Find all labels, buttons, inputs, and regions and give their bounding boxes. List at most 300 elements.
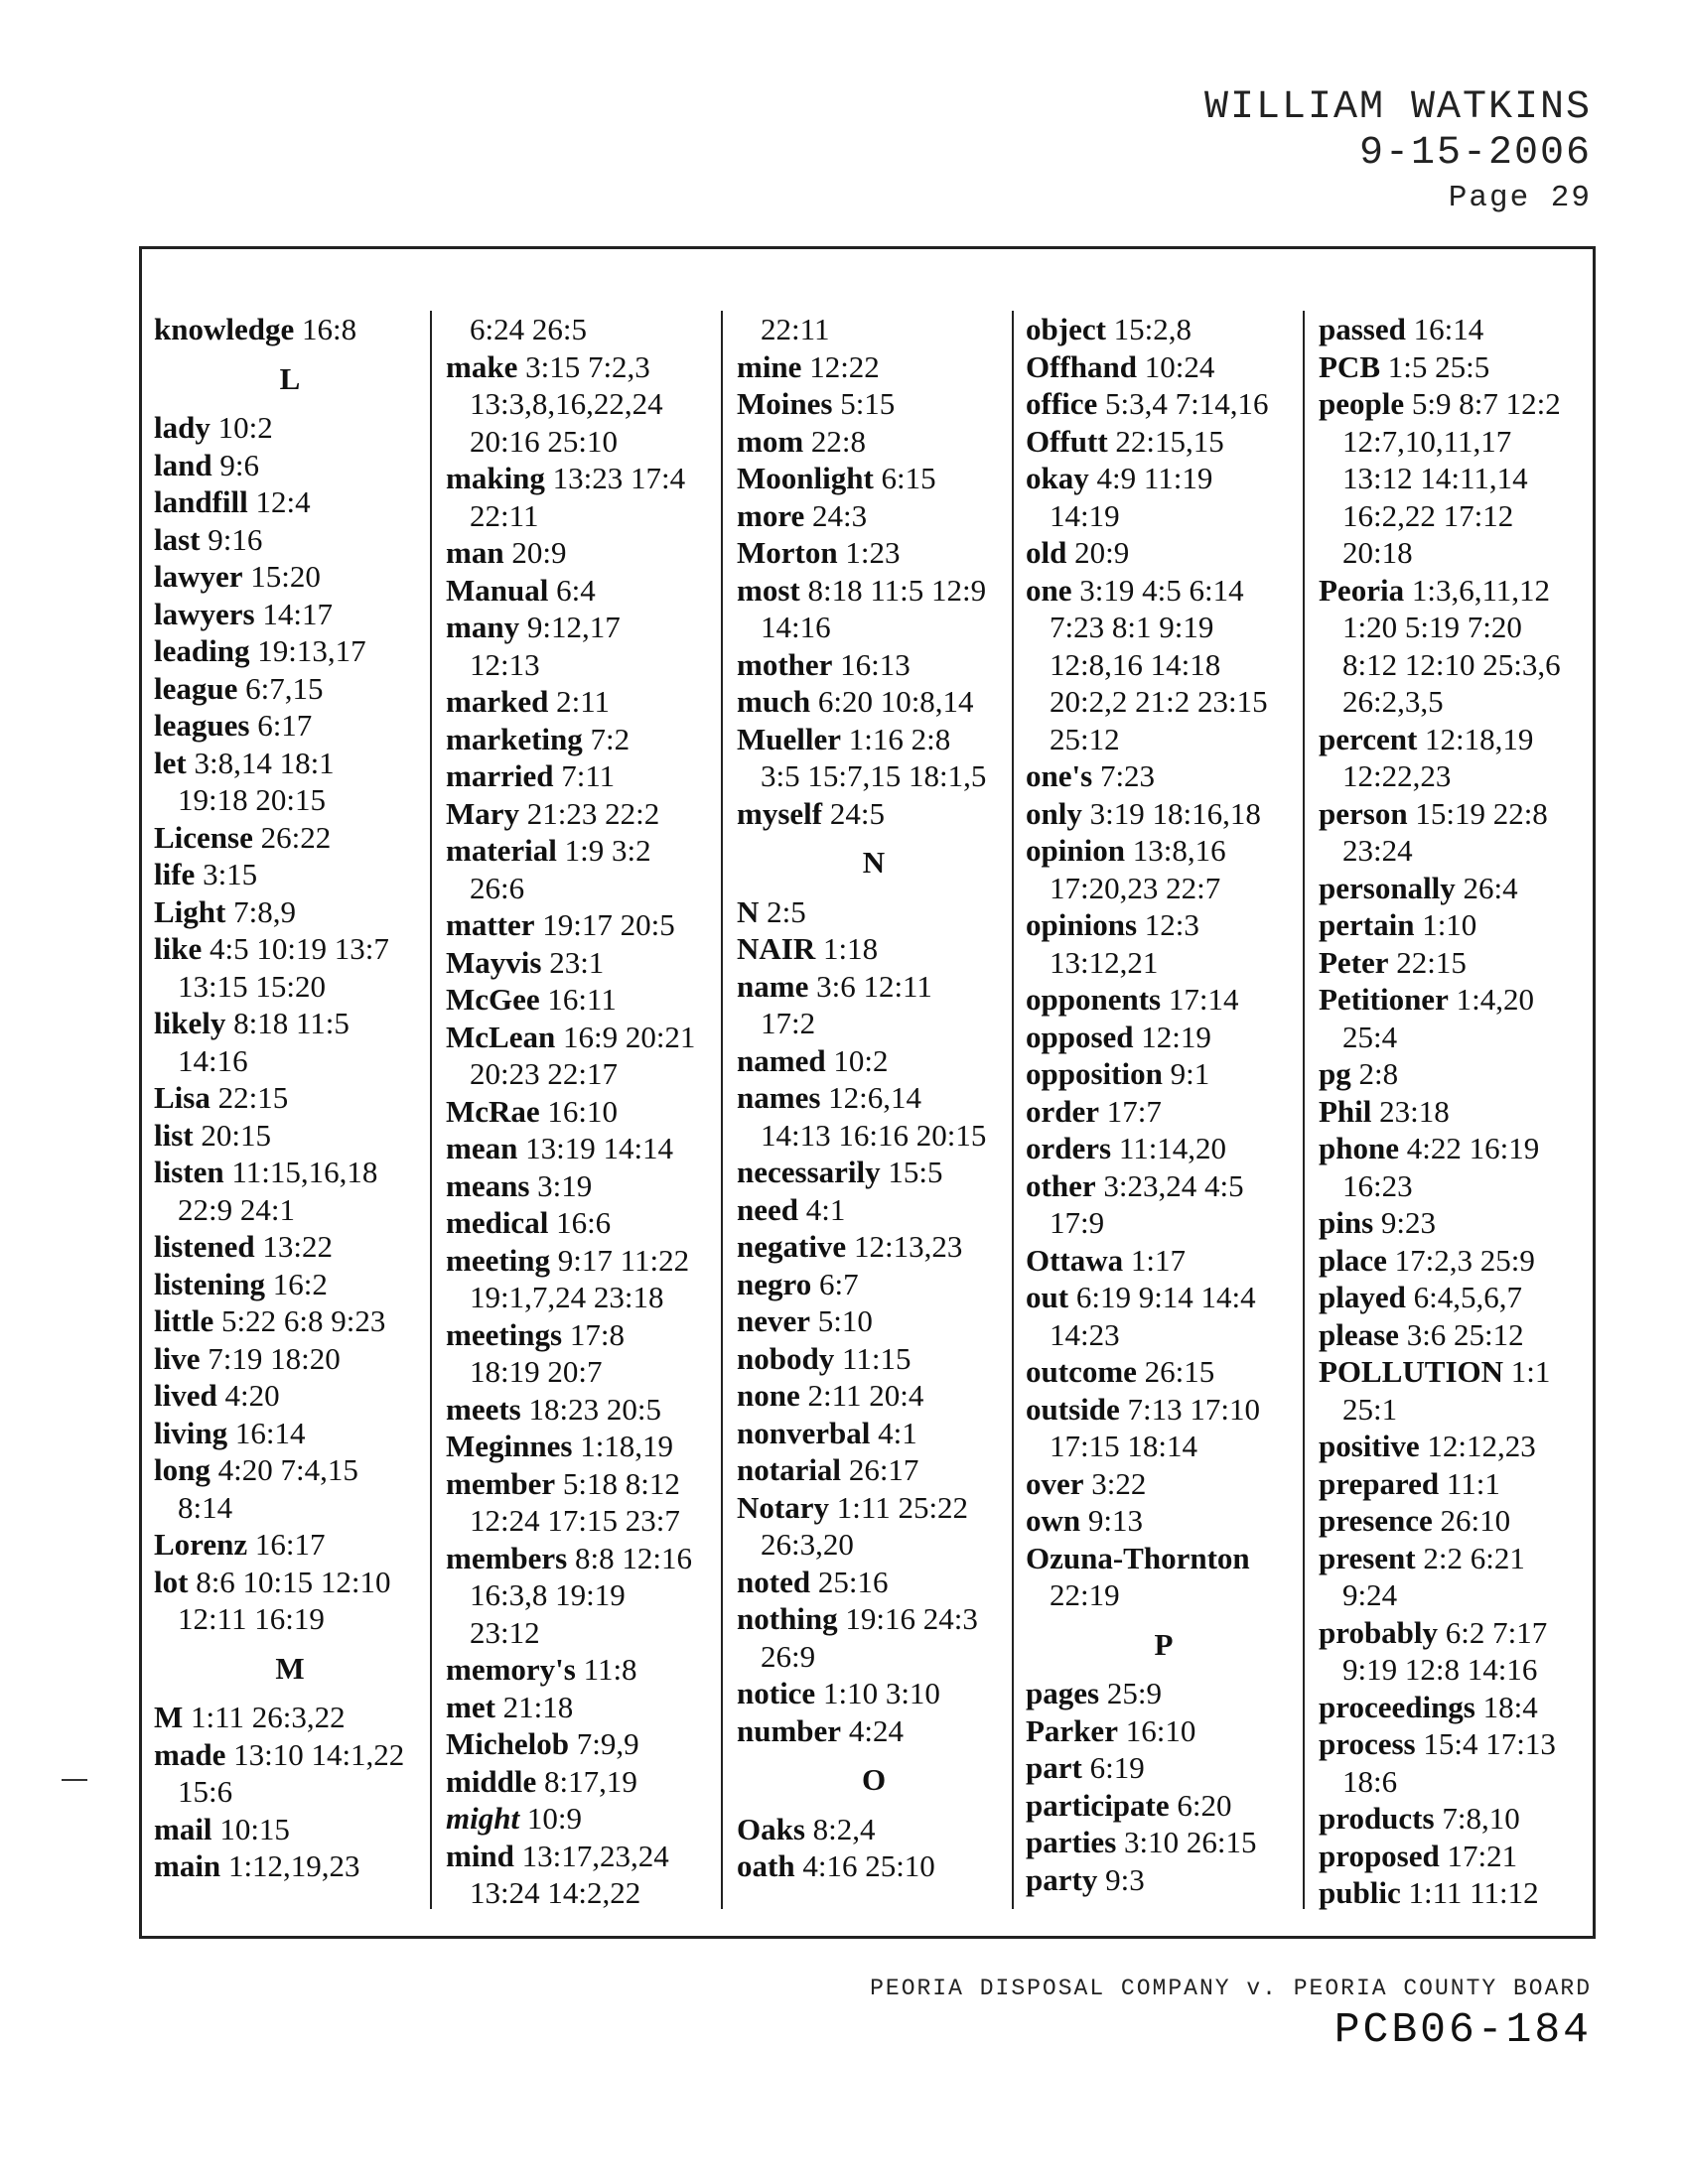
index-term: let (154, 745, 187, 780)
page-line-refs: 24:3 (812, 497, 868, 533)
index-entry (1026, 1465, 1302, 1503)
index-entry (1319, 572, 1593, 610)
deposition-date: 9-15-2006 (1358, 131, 1592, 176)
index-entry (154, 1302, 426, 1340)
index-entry (154, 856, 426, 893)
index-term: material (446, 833, 557, 868)
index-entry (1026, 534, 1302, 572)
index-continuation: 25:12 (1050, 721, 1120, 756)
index-term: party (1026, 1861, 1098, 1897)
index-term: necessarily (737, 1155, 881, 1189)
page-line-refs: 13:22 (262, 1229, 333, 1264)
index-entry (446, 1391, 720, 1429)
index-continuation: 22:11 (761, 312, 830, 346)
index-term: positive (1319, 1429, 1420, 1463)
margin-mark (62, 1779, 87, 1781)
index-term: means (446, 1167, 530, 1203)
index-entry (154, 558, 426, 596)
index-term: pertain (1319, 907, 1415, 942)
index-term: presence (1319, 1503, 1433, 1538)
index-entry (1026, 460, 1302, 497)
page-line-refs: 1:10 3:10 (822, 1676, 940, 1710)
page-line-refs: 17:8 (569, 1316, 625, 1352)
index-entry (154, 1699, 426, 1736)
index-entry (154, 596, 426, 633)
index-entry (1319, 311, 1593, 348)
index-entry (154, 447, 426, 484)
index-term: Meginnes (446, 1429, 573, 1463)
index-term: okay (1026, 461, 1089, 495)
index-continuation: 3:5 15:7,15 18:1,5 (761, 758, 987, 793)
index-continuation: 18:19 20:7 (470, 1354, 603, 1389)
index-entry (154, 521, 426, 559)
index-term: parties (1026, 1825, 1117, 1859)
page-line-refs: 6:7 (818, 1266, 859, 1301)
page-line-refs: 7:8,10 (1442, 1801, 1520, 1836)
index-entry (446, 1316, 720, 1354)
index-entry (446, 460, 720, 497)
index-entry (1319, 795, 1593, 833)
section-letter: M (275, 1650, 305, 1686)
index-term: named (737, 1042, 826, 1078)
index-term: oath (737, 1848, 795, 1883)
page-line-refs: 11:1 (1446, 1465, 1500, 1501)
index-entry (1319, 1279, 1593, 1316)
page-line-refs: 6:19 (1089, 1750, 1145, 1785)
page-line-refs: 1:1 (1510, 1354, 1551, 1389)
page-line-refs: 2:11 (556, 684, 611, 719)
index-term: meetings (446, 1316, 563, 1352)
index-term: Manual (446, 572, 549, 608)
index-entry (446, 944, 720, 982)
page-line-refs: 17:14 (1168, 982, 1239, 1017)
index-entry (1319, 1055, 1593, 1093)
page-line-refs: 1:11 26:3,22 (191, 1700, 346, 1734)
index-entry (1026, 1055, 1302, 1093)
index-term: landfill (154, 484, 248, 519)
index-term: M (154, 1700, 184, 1734)
page-line-refs: 3:6 25:12 (1406, 1316, 1524, 1352)
index-entry (154, 1526, 426, 1564)
index-entry (154, 670, 426, 708)
index-term: people (1319, 386, 1405, 421)
index-entry (1026, 385, 1302, 423)
page-line-refs: 1:11 25:22 (836, 1489, 969, 1525)
index-entry (446, 1167, 720, 1205)
index-entry (1319, 870, 1593, 907)
page-line-refs: 9:12,17 (526, 610, 621, 644)
index-term: mother (737, 646, 833, 682)
case-number: PCB06-184 (1333, 2005, 1592, 2054)
page-line-refs: 2:11 20:4 (807, 1378, 924, 1413)
page-line-refs: 12:6,14 (828, 1080, 922, 1115)
index-entry (1026, 1353, 1302, 1391)
index-entry (1319, 906, 1593, 944)
index-term: met (446, 1689, 495, 1724)
page-line-refs: 9:17 11:22 (557, 1242, 690, 1278)
index-entry (446, 1689, 720, 1726)
index-term: mean (446, 1131, 518, 1165)
index-entry (446, 981, 720, 1019)
index-entry (1319, 1725, 1593, 1763)
index-term: much (737, 684, 811, 719)
page-line-refs: 20:15 (201, 1117, 271, 1153)
page-line-refs: 16:6 (556, 1205, 612, 1240)
section-letter: O (861, 1762, 887, 1797)
index-entry (1319, 944, 1593, 982)
index-entry (1319, 721, 1593, 758)
index-term: passed (1319, 312, 1406, 346)
index-entry (737, 1675, 1011, 1712)
index-continuation: 22:19 (1050, 1577, 1120, 1612)
index-term: nothing (737, 1601, 838, 1636)
page-line-refs: 6:4 (556, 572, 596, 608)
index-term: listening (154, 1266, 265, 1301)
index-entry (1319, 1502, 1593, 1540)
page-line-refs: 19:16 24:3 (845, 1601, 978, 1636)
index-entry (154, 1154, 426, 1191)
index-entry (446, 1540, 720, 1577)
index-entry (446, 1763, 720, 1801)
index-entry (737, 1377, 1011, 1415)
index-continuation: 14:16 (178, 1042, 248, 1078)
index-continuation: 19:18 20:15 (178, 782, 326, 817)
index-term: out (1026, 1280, 1069, 1314)
page-line-refs: 23:18 (1379, 1093, 1450, 1129)
index-entry (1026, 423, 1302, 461)
page-line-refs: 14:17 (262, 596, 333, 631)
page-line-refs: 15:2,8 (1113, 312, 1193, 346)
index-term: mine (737, 348, 802, 384)
index-entry (737, 1079, 1011, 1117)
page-line-refs: 16:11 (547, 982, 617, 1017)
index-term: Light (154, 893, 226, 929)
index-term: marked (446, 684, 549, 719)
case-caption: PEORIA DISPOSAL COMPANY v. PEORIA COUNTY BOARD (870, 1976, 1592, 2001)
index-term: N (737, 893, 760, 929)
page-line-refs: 18:4 (1482, 1689, 1538, 1724)
index-entry (737, 572, 1011, 610)
index-entry (737, 1415, 1011, 1452)
index-term: many (446, 610, 520, 644)
index-term: nobody (737, 1340, 835, 1376)
index-entry (1026, 1675, 1302, 1712)
index-continuation: 15:6 (178, 1774, 233, 1809)
index-term: life (154, 857, 196, 891)
page-line-refs: 1:16 2:8 (848, 721, 951, 756)
page-line-refs: 3:23,24 4:5 (1103, 1167, 1244, 1203)
index-column-4 (1012, 311, 1302, 1909)
index-entry (1319, 1316, 1593, 1354)
page-line-refs: 20:9 (511, 535, 567, 570)
index-continuation: 14:16 (761, 610, 831, 644)
page-line-refs: 13:17,23,24 (521, 1838, 669, 1873)
index-entry (1319, 1614, 1593, 1652)
index-term: knowledge (154, 312, 295, 346)
index-continuation: 25:1 (1342, 1391, 1398, 1427)
index-entry (1319, 1353, 1593, 1391)
index-term: leading (154, 633, 250, 668)
index-entry (737, 1811, 1011, 1848)
index-entry (737, 460, 1011, 497)
index-term: meets (446, 1391, 521, 1427)
index-term: matter (446, 907, 535, 942)
page-line-refs: 10:9 (526, 1801, 582, 1836)
index-entry (446, 609, 720, 646)
page-line-refs: 11:8 (583, 1652, 637, 1687)
index-entry (446, 1725, 720, 1763)
page-line-refs: 12:4 (255, 484, 311, 519)
page-line-refs: 12:3 (1144, 907, 1199, 942)
page-line-refs: 6:7,15 (245, 670, 324, 706)
index-continuation: 20:23 22:17 (470, 1056, 618, 1091)
index-term: percent (1319, 721, 1418, 756)
index-entry (737, 1600, 1011, 1638)
index-term: might (446, 1801, 520, 1836)
index-entry (446, 721, 720, 758)
index-entry (1319, 1874, 1593, 1912)
page-line-refs: 17:2,3 25:9 (1394, 1242, 1535, 1278)
index-continuation: 22:11 (470, 497, 539, 533)
page-line-refs: 3:19 18:16,18 (1089, 795, 1261, 831)
index-term: only (1026, 795, 1082, 831)
page-line-refs: 23:1 (549, 944, 605, 980)
page-line-refs: 9:16 (208, 521, 263, 557)
page-line-refs: 13:19 14:14 (525, 1131, 674, 1165)
index-continuation: 16:23 (1342, 1167, 1413, 1203)
index-entry (1026, 1019, 1302, 1056)
index-term: personally (1319, 870, 1456, 905)
page-line-refs: 10:15 (219, 1811, 290, 1846)
index-entry (1026, 1391, 1302, 1429)
index-entry (446, 534, 720, 572)
index-entry (737, 423, 1011, 461)
index-term: products (1319, 1801, 1435, 1836)
index-term: other (1026, 1167, 1096, 1203)
index-continuation: 1:20 5:19 7:20 (1342, 610, 1522, 644)
page-line-refs: 11:14,20 (1118, 1131, 1227, 1165)
index-continuation: 17:15 18:14 (1050, 1429, 1197, 1463)
index-continuation: 8:14 (178, 1489, 233, 1525)
index-entry (1026, 757, 1302, 795)
index-entry (1026, 1279, 1302, 1316)
page-line-refs: 8:18 11:5 (233, 1006, 350, 1040)
page-line-refs: 16:10 (547, 1093, 619, 1129)
index-term: object (1026, 312, 1106, 346)
index-term: Lisa (154, 1080, 210, 1115)
index-entry (1026, 1749, 1302, 1787)
page-line-refs: 7:11 (561, 758, 616, 793)
page-line-refs: 13:8,16 (1132, 833, 1226, 868)
index-entry (1026, 311, 1302, 348)
index-continuation: 20:16 25:10 (470, 423, 618, 459)
page-line-refs: 4:1 (805, 1191, 846, 1227)
page-line-refs: 17:7 (1106, 1093, 1162, 1129)
index-entry (737, 1847, 1011, 1885)
index-entry (737, 1266, 1011, 1303)
index-term: little (154, 1303, 214, 1338)
index-term: Peter (1319, 944, 1389, 980)
page-line-refs: 10:2 (217, 410, 273, 445)
index-term: old (1026, 535, 1067, 570)
page-line-refs: 4:20 7:4,15 (217, 1452, 358, 1487)
page-line-refs: 1:5 25:5 (1387, 348, 1490, 384)
index-term: long (154, 1452, 210, 1487)
index-entry (737, 893, 1011, 931)
index-term: last (154, 521, 201, 557)
index-continuation: 7:23 8:1 9:19 (1050, 610, 1214, 644)
index-continuation: 26:9 (761, 1638, 816, 1674)
index-entry (1026, 1824, 1302, 1861)
index-column-1 (154, 311, 426, 1909)
index-entry (1319, 1242, 1593, 1280)
page-number: Page 29 (1448, 181, 1592, 215)
index-continuation: 8:12 12:10 25:3,6 (1342, 646, 1561, 682)
index-term: Lorenz (154, 1527, 248, 1562)
index-term: Notary (737, 1489, 829, 1525)
page-line-refs: 6:2 7:17 (1445, 1614, 1548, 1650)
index-term: NAIR (737, 931, 816, 966)
index-entry (1319, 1093, 1593, 1131)
index-entry (446, 1800, 720, 1838)
page-line-refs: 16:9 20:21 (562, 1019, 696, 1054)
index-entry (737, 1302, 1011, 1340)
index-term: PCB (1319, 348, 1380, 384)
index-entry (1319, 385, 1593, 423)
index-continuation: 16:3,8 19:19 (470, 1577, 626, 1612)
index-frame (139, 246, 1596, 1939)
page-line-refs: 24:5 (829, 795, 885, 831)
index-term: notice (737, 1676, 816, 1710)
page-line-refs: 21:18 (502, 1689, 574, 1724)
page-line-refs: 5:10 (817, 1303, 873, 1338)
index-term: meeting (446, 1242, 551, 1278)
index-entry (737, 1564, 1011, 1601)
page-line-refs: 4:22 16:19 (1406, 1131, 1540, 1165)
index-entry (446, 348, 720, 386)
index-continuation: 6:24 26:5 (470, 312, 587, 346)
index-entry (1319, 1800, 1593, 1838)
index-term: memory's (446, 1652, 576, 1687)
index-term: one's (1026, 758, 1093, 793)
page-line-refs: 7:23 (1099, 758, 1156, 793)
index-continuation: 18:6 (1342, 1763, 1398, 1799)
index-entry (446, 1093, 720, 1131)
page-line-refs: 8:6 10:15 12:10 (196, 1564, 391, 1599)
page-line-refs: 1:4,20 (1456, 982, 1534, 1017)
index-continuation: 23:24 (1342, 833, 1413, 868)
page-line-refs: 8:18 11:5 12:9 (807, 572, 987, 608)
index-term: none (737, 1378, 800, 1413)
index-continuation: 12:22,23 (1342, 758, 1452, 793)
index-term: office (1026, 386, 1098, 421)
index-term: names (737, 1080, 821, 1115)
index-entry (1026, 1712, 1302, 1750)
page-line-refs: 26:22 (260, 819, 332, 855)
page-line-refs: 16:13 (840, 646, 911, 682)
page-line-refs: 22:15,15 (1115, 423, 1224, 459)
index-entry (154, 1266, 426, 1303)
page-line-refs: 3:6 12:11 (816, 968, 932, 1004)
page-line-refs: 13:23 17:4 (552, 461, 686, 495)
page-line-refs: 3:15 7:2,3 (525, 348, 650, 384)
index-continuation: 13:24 14:2,22 (470, 1875, 641, 1910)
index-entry (446, 795, 720, 833)
index-term: like (154, 931, 203, 966)
index-entry (1319, 1204, 1593, 1242)
index-entry (154, 311, 426, 348)
index-continuation: 14:13 16:16 20:15 (761, 1117, 987, 1153)
page-line-refs: 12:22 (809, 348, 880, 384)
page-line-refs: 8:17,19 (544, 1763, 637, 1799)
page-line-refs: 22:8 (810, 423, 867, 459)
index-continuation: 16:2,22 17:12 (1342, 497, 1514, 533)
index-continuation: 14:19 (1050, 497, 1120, 533)
index-term: live (154, 1340, 201, 1376)
index-term: please (1319, 1316, 1399, 1352)
index-entry (154, 745, 426, 782)
page-line-refs: 25:9 (1106, 1676, 1162, 1710)
page-line-refs: 19:13,17 (257, 633, 366, 668)
index-term: Offhand (1026, 348, 1137, 384)
page-line-refs: 9:3 (1105, 1861, 1145, 1897)
page-line-refs: 6:19 9:14 14:4 (1075, 1280, 1256, 1314)
index-term: proceedings (1319, 1689, 1475, 1724)
index-entry (737, 721, 1011, 758)
index-entry (737, 795, 1011, 833)
index-term: Ottawa (1026, 1242, 1124, 1278)
index-entry (737, 646, 1011, 684)
index-entry (737, 497, 1011, 535)
index-entry (154, 1564, 426, 1601)
index-continuation: 22:9 24:1 (178, 1191, 295, 1227)
index-entry (154, 632, 426, 670)
section-letter: P (1154, 1626, 1174, 1662)
index-entry (446, 832, 720, 870)
index-term: outcome (1026, 1354, 1137, 1389)
index-term: order (1026, 1093, 1100, 1129)
index-term: one (1026, 572, 1072, 608)
index-entry (446, 1242, 720, 1280)
page-line-refs: 6:4,5,6,7 (1413, 1280, 1522, 1314)
index-entry (154, 1117, 426, 1155)
index-entry (737, 348, 1011, 386)
index-term: McGee (446, 982, 540, 1017)
index-entry (1026, 1130, 1302, 1167)
index-term: married (446, 758, 554, 793)
index-term: opinions (1026, 907, 1138, 942)
index-term: man (446, 535, 504, 570)
page-line-refs: 10:24 (1144, 348, 1215, 384)
page-line-refs: 1:18 (822, 931, 879, 966)
index-column-3 (721, 311, 1011, 1909)
page-line-refs: 26:17 (848, 1452, 919, 1487)
page-line-refs: 6:17 (257, 708, 313, 743)
index-entry (154, 1228, 426, 1266)
page-line-refs: 12:12,23 (1427, 1429, 1536, 1463)
index-term: proposed (1319, 1838, 1440, 1873)
index-column-2 (430, 311, 720, 1909)
index-continuation: 17:20,23 22:7 (1050, 870, 1221, 905)
index-term: main (154, 1848, 221, 1883)
index-term: outside (1026, 1391, 1120, 1427)
index-entry (1026, 1167, 1302, 1205)
index-term: noted (737, 1564, 811, 1599)
page-line-refs: 11:15 (841, 1340, 912, 1376)
index-continuation: 26:3,20 (761, 1527, 854, 1562)
index-term: marketing (446, 721, 583, 756)
page-line-refs: 1:23 (845, 535, 901, 570)
